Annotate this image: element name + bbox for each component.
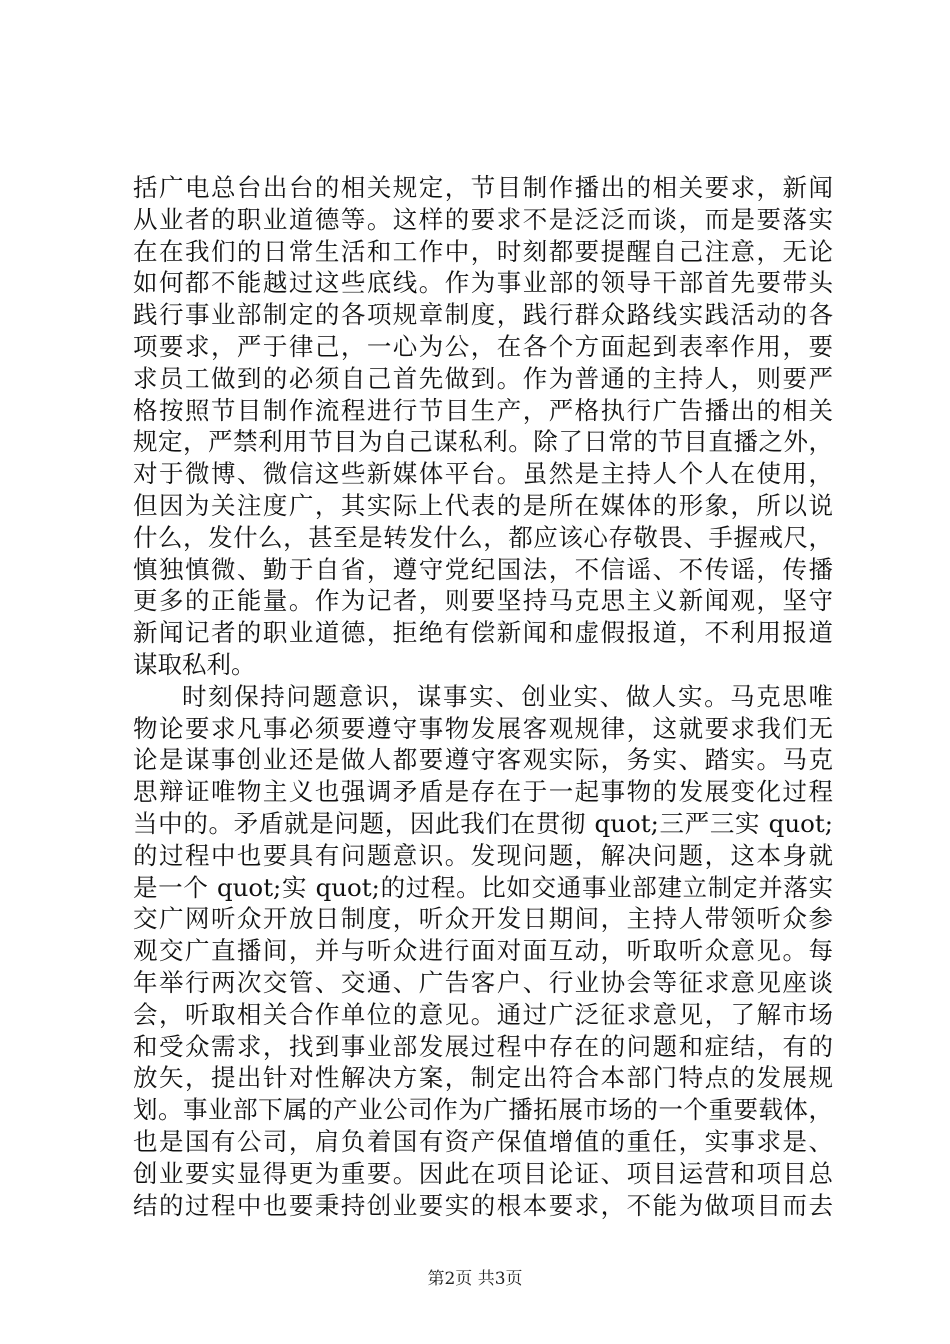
text-line: 慎独慎微、勤于自省，遵守党纪国法，不信谣、不传谣，传播 [133, 554, 833, 584]
text-line: 放矢，提出针对性解决方案，制定出符合本部门特点的发展规 [133, 1063, 833, 1093]
text-line: 项要求，严于律己，一心为公，在各个方面起到表率作用，要 [133, 331, 833, 361]
page-footer [0, 1264, 950, 1289]
text-line: 和受众需求，找到事业部发展过程中存在的问题和症结，有的 [133, 1031, 833, 1061]
text-line: 在在我们的日常生活和工作中，时刻都要提醒自己注意，无论 [133, 236, 833, 266]
text-line: 谋取私利。 [133, 649, 256, 679]
text-line: 结的过程中也要秉持创业要实的根本要求，不能为做项目而去 [133, 1190, 833, 1220]
text-line: 但因为关注度广，其实际上代表的是所在媒体的形象，所以说 [133, 490, 833, 520]
text-line: 对于微博、微信这些新媒体平台。虽然是主持人个人在使用， [133, 459, 833, 489]
text-line: 时刻保持问题意识，谋事实、创业实、做人实。马克思唯 [182, 681, 833, 711]
text-line: 当中的。矛盾就是问题，因此我们在贯彻 quot;三严三实 quot; [133, 808, 833, 838]
text-line: 观交广直播间，并与听众进行面对面互动，听取听众意见。每 [133, 936, 833, 966]
text-line: 也是国有公司，肩负着国有资产保值增值的重任，实事求是、 [133, 1126, 833, 1156]
text-line: 会，听取相关合作单位的意见。通过广泛征求意见，了解市场 [133, 999, 833, 1029]
text-line: 什么，发什么，甚至是转发什么，都应该心存敬畏、手握戒尺， [133, 522, 833, 552]
text-line: 论是谋事创业还是做人都要遵守客观实际，务实、踏实。马克 [133, 745, 833, 775]
paragraph-1 [133, 172, 833, 681]
page-number: 第2页 共3页 [427, 1269, 523, 1289]
text-line: 更多的正能量。作为记者，则要坚持马克思主义新闻观，坚守 [133, 586, 833, 616]
text-line: 物论要求凡事必须要遵守事物发展客观规律，这就要求我们无 [133, 713, 833, 743]
text-line: 是一个 quot;实 quot;的过程。比如交通事业部建立制定并落实 [133, 872, 833, 902]
document-body [133, 172, 833, 1221]
text-line: 求员工做到的必须自己首先做到。作为普通的主持人，则要严 [133, 363, 833, 393]
text-line: 思辩证唯物主义也强调矛盾是存在于一起事物的发展变化过程 [133, 777, 833, 807]
text-line: 从业者的职业道德等。这样的要求不是泛泛而谈，而是要落实 [133, 204, 833, 234]
text-line: 交广网听众开放日制度，听众开发日期间，主持人带领听众参 [133, 904, 833, 934]
text-line: 规定，严禁利用节目为自己谋私利。除了日常的节目直播之外， [133, 427, 833, 457]
text-line: 新闻记者的职业道德，拒绝有偿新闻和虚假报道，不利用报道 [133, 618, 833, 648]
text-line: 划。事业部下属的产业公司作为广播拓展市场的一个重要载体， [133, 1095, 833, 1125]
text-line: 的过程中也要具有问题意识。发现问题，解决问题，这本身就 [133, 840, 833, 870]
text-line: 年举行两次交管、交通、广告客户、行业协会等征求意见座谈 [133, 967, 833, 997]
text-line: 括广电总台出台的相关规定，节目制作播出的相关要求，新闻 [133, 173, 833, 202]
text-line: 创业要实显得更为重要。因此在项目论证、项目运营和项目总 [133, 1158, 833, 1188]
text-line: 如何都不能越过这些底线。作为事业部的领导干部首先要带头 [133, 268, 833, 298]
text-line: 践行事业部制定的各项规章制度，践行群众路线实践活动的各 [133, 300, 833, 330]
paragraph-2 [133, 681, 833, 1222]
text-line: 格按照节目制作流程进行节目生产，严格执行广告播出的相关 [133, 395, 833, 425]
